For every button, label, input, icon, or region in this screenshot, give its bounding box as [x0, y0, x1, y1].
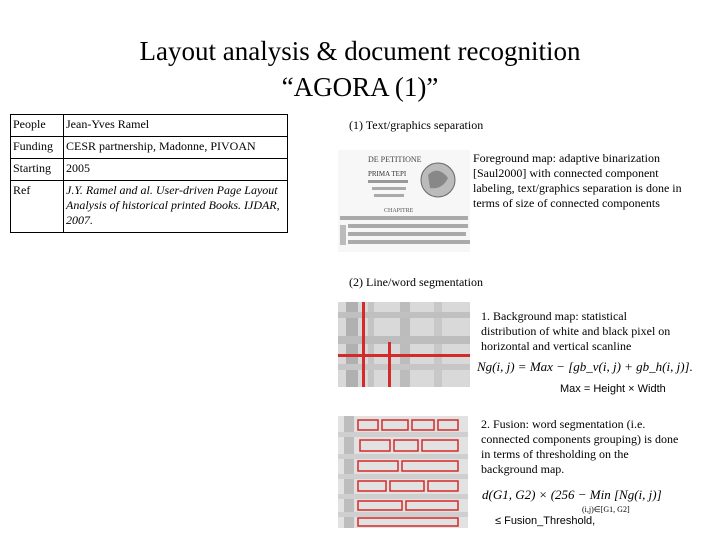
- formula-fusion-threshold: ≤ Fusion_Threshold,: [495, 515, 596, 527]
- row-key: Funding: [11, 137, 64, 159]
- image-word-1: DE PETITIONE: [368, 155, 422, 164]
- binarized-page-image: [338, 150, 470, 252]
- step1-text: 1. Background map: statistical distribution of white and black pixel on horizontal and vertical scanline: [481, 309, 671, 353]
- row-value: J.Y. Ramel and al. User-driven Page Layout Analysis of historical printed Books. IJDAR, 2007.: [64, 181, 288, 233]
- image-caption: CHAPITRE: [384, 208, 414, 214]
- table-row: [11, 181, 288, 233]
- formula-max-definition: Max = Height × Width: [560, 383, 666, 395]
- table-row: [11, 137, 288, 159]
- formula-fusion: d(G1, G2) × (256 − Min [Ng(i, j)]: [482, 487, 662, 502]
- formula-fusion-subscript: (i,j)∈[G1, G2]: [582, 505, 630, 514]
- word-segmentation-image: [338, 416, 468, 528]
- row-value: CESR partnership, Madonne, PIVOAN: [64, 137, 288, 159]
- row-value: 2005: [64, 159, 288, 181]
- row-key: People: [11, 115, 64, 137]
- image-word-2: PRIMA TEPI: [368, 170, 407, 178]
- step2-text: 2. Fusion: word segmentation (i.e. connected components grouping) is done in terms of thresholding on the background map.: [481, 417, 679, 476]
- slide-title-line1: Layout analysis & document recognition: [139, 36, 581, 66]
- row-key: Ref: [11, 181, 64, 233]
- background-map-image: [338, 302, 470, 387]
- section1-description: Foreground map: adaptive binarization [Saul2000] with connected component labeling, text/graphics separation is done in terms of size of connected components: [473, 151, 682, 210]
- formula-background-map: Ng(i, j) = Max − [gb_v(i, j) + gb_h(i, j)].: [477, 359, 693, 374]
- table-row: [11, 115, 288, 137]
- row-key: Starting: [11, 159, 64, 181]
- row-value: Jean-Yves Ramel: [64, 115, 288, 137]
- table-row: [11, 159, 288, 181]
- section2-heading: (2) Line/word segmentation: [349, 275, 483, 289]
- project-info-table: [10, 114, 288, 233]
- slide-title-line2: “AGORA (1)”: [281, 72, 439, 102]
- section1-heading: (1) Text/graphics separation: [349, 118, 484, 132]
